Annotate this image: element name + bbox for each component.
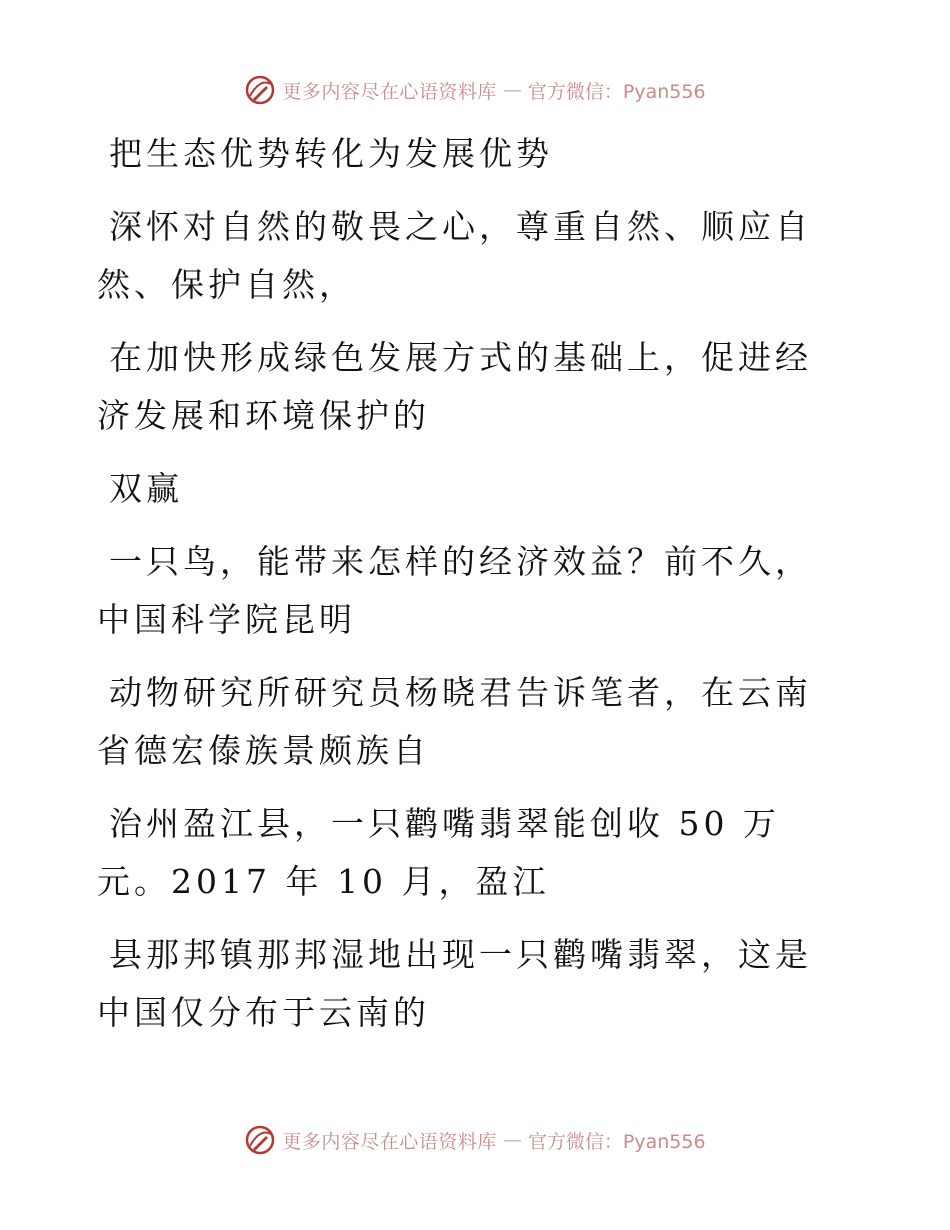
footer-banner-inner: [244, 1124, 705, 1156]
paragraph-title: 把生态优势转化为发展优势: [109, 134, 553, 173]
document-body: [97, 125, 832, 1057]
banner-title: 更多内容尽在心语资料库: [282, 1130, 497, 1153]
paragraph: 深怀对自然的敬畏之心，尊重自然、顺应自然、保护自然，: [97, 207, 812, 304]
paragraph: 县那邦镇那邦湿地出现一只鹳嘴翡翠，这是中国仅分布于云南的: [97, 935, 812, 1032]
banner-contact: 官方微信：Pyan556: [527, 80, 706, 103]
banner-contact: 官方微信：Pyan556: [527, 1130, 706, 1153]
banner-separator: —: [502, 79, 522, 101]
banner-separator: —: [502, 1129, 522, 1151]
header-banner-inner: [244, 74, 705, 106]
banner-title: 更多内容尽在心语资料库: [282, 80, 497, 103]
paragraph: 一只鸟，能带来怎样的经济效益？前不久，中国科学院昆明: [97, 542, 812, 639]
pen-logo-icon: [244, 74, 276, 106]
footer-banner: [0, 1120, 950, 1160]
paragraph: 治州盈江县，一只鹳嘴翡翠能创收 50 万元。2017 年 10 月，盈江: [97, 804, 780, 901]
paragraph: 动物研究所研究员杨晓君告诉笔者，在云南省德宏傣族景颇族自: [97, 673, 812, 770]
paragraph: 双赢: [109, 469, 183, 508]
paragraph: 在加快形成绿色发展方式的基础上，促进经济发展和环境保护的: [97, 338, 812, 435]
header-banner: [0, 70, 950, 110]
pen-logo-icon: [244, 1124, 276, 1156]
